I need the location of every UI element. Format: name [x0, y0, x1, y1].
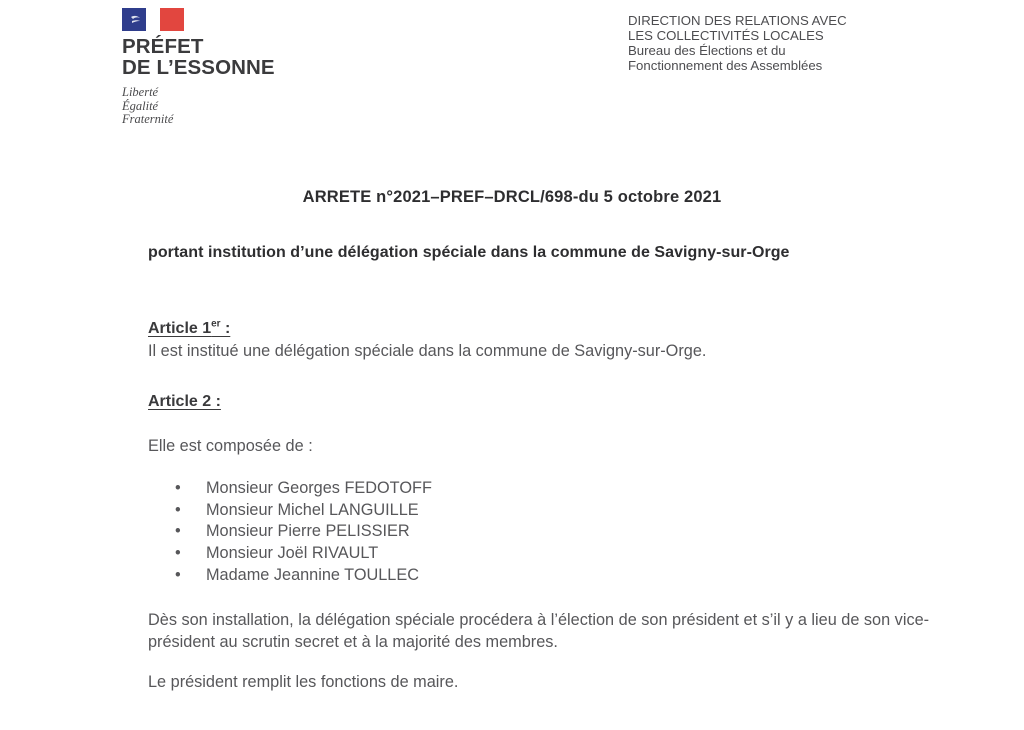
member-name: Monsieur Pierre PELISSIER: [206, 522, 410, 541]
member-name: Monsieur Michel LANGUILLE: [206, 500, 419, 519]
member-name: Monsieur Georges FEDOTOFF: [206, 479, 432, 497]
article-2-intro: Elle est composée de :: [148, 437, 313, 455]
bullet-icon: •: [175, 522, 181, 541]
document-subtitle: portant institution d’une délégation spéciale dans la commune de Savigny-sur-Orge: [148, 244, 790, 261]
department-block: [628, 14, 968, 74]
authority-title-line1: PRÉFET: [122, 35, 204, 58]
list-item: [148, 565, 432, 587]
member-name: Madame Jeannine TOULLEC: [206, 565, 419, 584]
article-1-body: Il est institué une délégation spéciale dans la commune de Savigny-sur-Orge.: [148, 342, 707, 360]
department-line-4: Fonctionnement des Assemblées: [628, 57, 823, 73]
member-list: [148, 478, 432, 587]
bullet-icon: •: [175, 544, 181, 563]
article-1-heading: [148, 320, 230, 338]
masthead: [122, 8, 422, 127]
motto-liberte: Liberté: [122, 85, 159, 99]
list-item: [148, 543, 432, 565]
article-2-heading: Article 2 :: [148, 393, 221, 410]
bullet-icon: •: [175, 500, 181, 519]
bullet-icon: •: [175, 565, 181, 584]
department-line-2: LES COLLECTIVITÉS LOCALES: [628, 27, 824, 43]
republic-motto: [122, 86, 422, 127]
authority-title-line2: DE L’ESSONNE: [122, 55, 275, 79]
article-1-heading-suffix: :: [220, 320, 231, 337]
motto-fraternite: Fraternité: [122, 112, 174, 127]
authority-title: [122, 37, 422, 78]
department-line-3: Bureau des Élections et du: [628, 42, 786, 58]
closing-paragraph-1: Dès son installation, la délégation spéciale procédera à l’élection de son président et s’il y a lieu de son vice-président au scrutin secret et à la majorité des membres.: [148, 611, 930, 651]
closing-paragraph-2: Le président remplit les fonctions de maire.: [148, 673, 459, 691]
list-item: [148, 478, 432, 500]
bullet-icon: •: [175, 479, 181, 497]
french-flag-marianne-logo: [122, 8, 184, 31]
department-line-1: DIRECTION DES RELATIONS AVEC: [628, 13, 847, 28]
article-1-heading-prefix: Article 1: [148, 320, 212, 337]
article-1-heading-superscript: er: [211, 318, 221, 330]
member-name: Monsieur Joël RIVAULT: [206, 544, 379, 563]
document-title: ARRETE n°2021–PREF–DRCL/698-du 5 octobre 2021: [302, 188, 722, 206]
list-item: [148, 521, 432, 543]
motto-egalite: Égalité: [122, 98, 159, 113]
list-item: [148, 500, 432, 522]
